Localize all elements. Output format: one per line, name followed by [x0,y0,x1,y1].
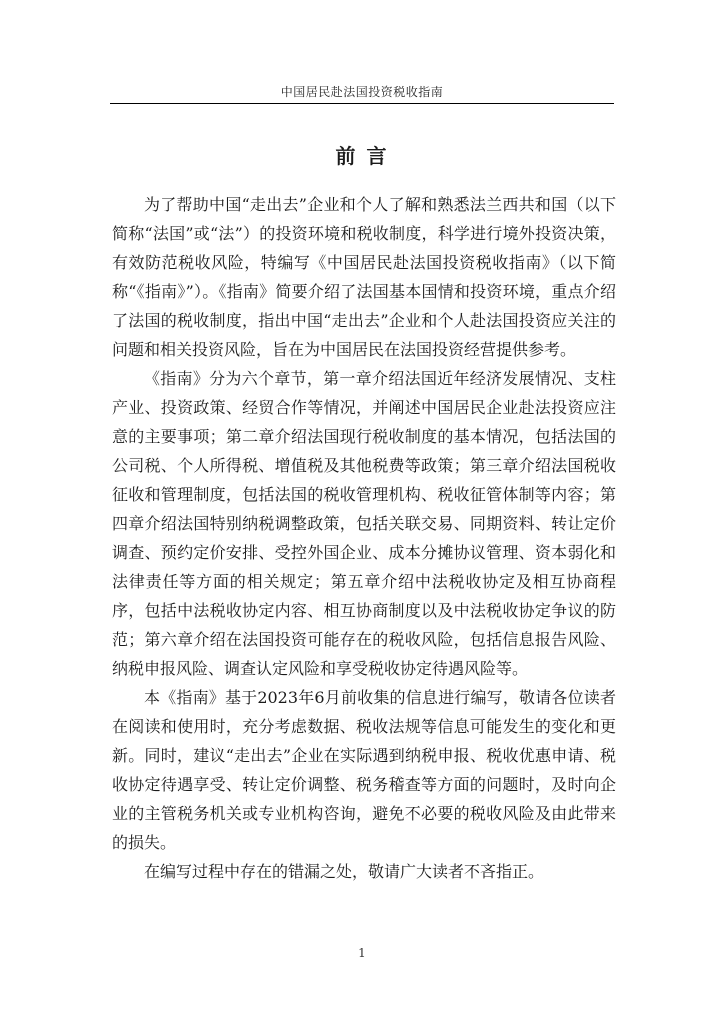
paragraph-notice: 本《指南》基于2023年6月前收集的信息进行编写，敬请各位读者在阅读和使用时，充分考虑数据、税收法规等信息可能发生的变化和更新。同时，建议“走出去”企业在实际遇到纳税申报、税收优惠申请、税收协定待遇享受、转让定价调整、税务稽查等方面的问题时，及时向企业的主管税务机关或专业机构咨询，避免不必要的税收风险及由此带来的损失。 [112,688,616,852]
running-header: 中国居民赴法国投资税收指南 [280,85,444,99]
paragraph-purpose: 为了帮助中国“走出去”企业和个人了解和熟悉法兰西共和国（以下简称“法国”或“法”）的投资环境和税收制度，科学进行境外投资决策，有效防范税收风险，特编写《中国居民赴法国投资税收指南》（以下简称“《指南》”）。《指南》简要介绍了法国基本国情和投资环境，重点介绍了法国的税收制度，指出中国“走出去”企业和个人赴法国投资应关注的问题和相关投资风险，旨在为中国居民在法国投资经营提供参考。 [112,195,616,359]
body-text [112,190,616,886]
page-title: 前 言 [335,144,389,168]
paragraph-corrections: 在编写过程中存在的错漏之处，敬请广大读者不吝指正。 [144,862,545,881]
header-divider [110,103,614,104]
page-number: 1 [358,946,366,960]
paragraph-chapters: 《指南》分为六个章节，第一章介绍法国近年经济发展情况、支柱产业、投资政策、经贸合作等情况，并阐述中国居民企业赴法投资应注意的主要事项；第二章介绍法国现行税收制度的基本情况，包括法国的公司税、个人所得税、增值税及其他税费等政策；第三章介绍法国税收征收和管理制度，包括法国的税收管理机构、税收征管体制等内容；第四章介绍法国特别纳税调整政策，包括关联交易、同期资料、转让定价调查、预约定价安排、受控外国企业、成本分摊协议管理、资本弱化和法律责任等方面的相关规定；第五章介绍中法税收协定及相互协商程序，包括中法税收协定内容、相互协商制度以及中法税收协定争议的防范；第六章介绍在法国投资可能存在的税收风险，包括信息报告风险、纳税申报风险、调查认定风险和享受税收协定待遇风险等。 [112,369,616,678]
